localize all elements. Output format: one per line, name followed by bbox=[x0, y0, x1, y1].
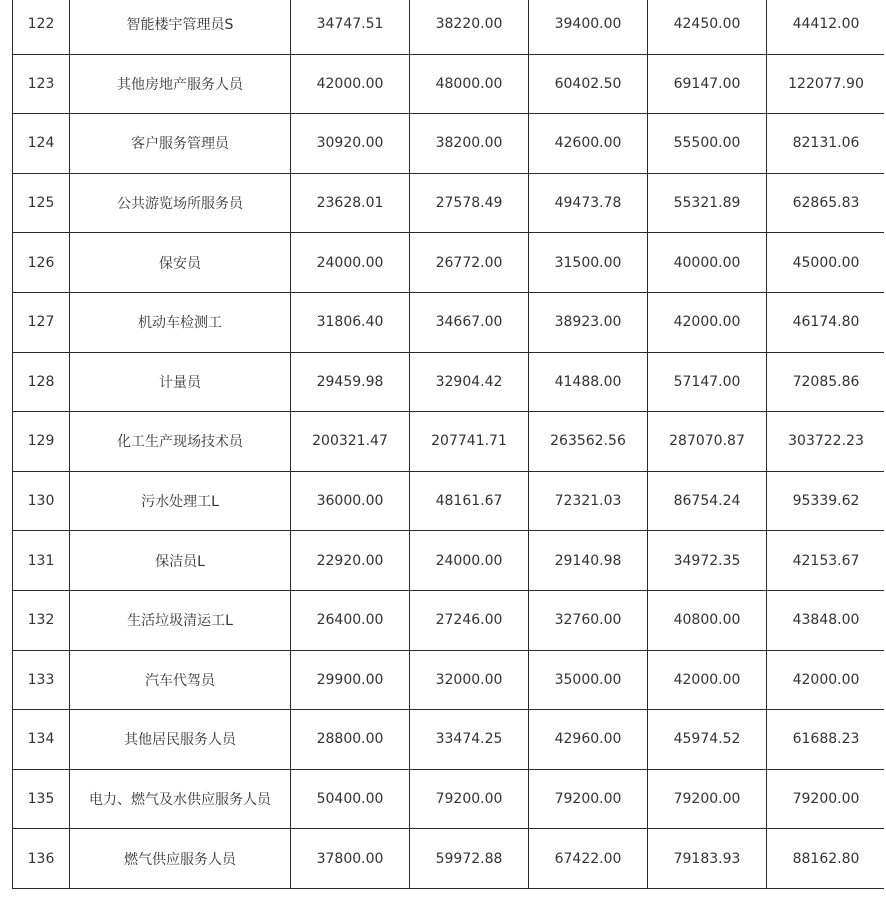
value-cell-2: 79200.00 bbox=[410, 769, 529, 829]
table-row bbox=[13, 531, 885, 591]
value-cell-5: 46174.80 bbox=[767, 292, 885, 352]
value-cell-2: 34667.00 bbox=[410, 292, 529, 352]
value-cell-3: 72321.03 bbox=[529, 471, 648, 531]
row-number-cell: 135 bbox=[13, 769, 70, 829]
value-cell-4: 34972.35 bbox=[648, 531, 767, 591]
value-cell-2: 24000.00 bbox=[410, 531, 529, 591]
occupation-name-cell: 公共游览场所服务员 bbox=[70, 173, 291, 233]
value-cell-4: 57147.00 bbox=[648, 352, 767, 412]
occupation-name-cell: 化工生产现场技术员 bbox=[70, 412, 291, 472]
value-cell-5: 43848.00 bbox=[767, 590, 885, 650]
table-row bbox=[13, 233, 885, 293]
value-cell-4: 79183.93 bbox=[648, 829, 767, 889]
value-cell-5: 44412.00 bbox=[767, 0, 885, 54]
value-cell-4: 287070.87 bbox=[648, 412, 767, 472]
value-cell-4: 40000.00 bbox=[648, 233, 767, 293]
value-cell-1: 34747.51 bbox=[291, 0, 410, 54]
value-cell-1: 50400.00 bbox=[291, 769, 410, 829]
value-cell-5: 303722.23 bbox=[767, 412, 885, 472]
table-row bbox=[13, 650, 885, 710]
value-cell-4: 42000.00 bbox=[648, 650, 767, 710]
value-cell-3: 35000.00 bbox=[529, 650, 648, 710]
value-cell-1: 24000.00 bbox=[291, 233, 410, 293]
value-cell-2: 48161.67 bbox=[410, 471, 529, 531]
value-cell-5: 42000.00 bbox=[767, 650, 885, 710]
occupation-name-cell: 汽车代驾员 bbox=[70, 650, 291, 710]
table-row bbox=[13, 352, 885, 412]
value-cell-5: 45000.00 bbox=[767, 233, 885, 293]
value-cell-2: 38220.00 bbox=[410, 0, 529, 54]
value-cell-5: 62865.83 bbox=[767, 173, 885, 233]
table-row bbox=[13, 829, 885, 889]
value-cell-5: 95339.62 bbox=[767, 471, 885, 531]
occupation-name-cell: 计量员 bbox=[70, 352, 291, 412]
occupation-name-cell: 燃气供应服务人员 bbox=[70, 829, 291, 889]
value-cell-1: 23628.01 bbox=[291, 173, 410, 233]
row-number-cell: 128 bbox=[13, 352, 70, 412]
value-cell-1: 22920.00 bbox=[291, 531, 410, 591]
table-row bbox=[13, 590, 885, 650]
value-cell-1: 30920.00 bbox=[291, 114, 410, 174]
row-number-cell: 125 bbox=[13, 173, 70, 233]
value-cell-2: 33474.25 bbox=[410, 710, 529, 770]
table-row bbox=[13, 769, 885, 829]
value-cell-3: 60402.50 bbox=[529, 54, 648, 114]
value-cell-3: 42960.00 bbox=[529, 710, 648, 770]
value-cell-2: 27246.00 bbox=[410, 590, 529, 650]
occupation-name-cell: 污水处理工L bbox=[70, 471, 291, 531]
value-cell-5: 72085.86 bbox=[767, 352, 885, 412]
value-cell-1: 36000.00 bbox=[291, 471, 410, 531]
value-cell-3: 32760.00 bbox=[529, 590, 648, 650]
row-number-cell: 133 bbox=[13, 650, 70, 710]
value-cell-3: 79200.00 bbox=[529, 769, 648, 829]
table-row bbox=[13, 471, 885, 531]
value-cell-4: 55321.89 bbox=[648, 173, 767, 233]
table-body bbox=[13, 0, 885, 888]
value-cell-1: 29459.98 bbox=[291, 352, 410, 412]
value-cell-3: 42600.00 bbox=[529, 114, 648, 174]
value-cell-2: 32904.42 bbox=[410, 352, 529, 412]
occupation-name-cell: 其他居民服务人员 bbox=[70, 710, 291, 770]
value-cell-1: 29900.00 bbox=[291, 650, 410, 710]
value-cell-1: 200321.47 bbox=[291, 412, 410, 472]
value-cell-3: 29140.98 bbox=[529, 531, 648, 591]
value-cell-5: 88162.80 bbox=[767, 829, 885, 889]
value-cell-1: 42000.00 bbox=[291, 54, 410, 114]
table-row bbox=[13, 114, 885, 174]
row-number-cell: 123 bbox=[13, 54, 70, 114]
value-cell-4: 86754.24 bbox=[648, 471, 767, 531]
table-row bbox=[13, 292, 885, 352]
row-number-cell: 122 bbox=[13, 0, 70, 54]
occupation-name-cell: 电力、燃气及水供应服务人员 bbox=[70, 769, 291, 829]
row-number-cell: 132 bbox=[13, 590, 70, 650]
row-number-cell: 124 bbox=[13, 114, 70, 174]
value-cell-2: 48000.00 bbox=[410, 54, 529, 114]
occupation-name-cell: 保洁员L bbox=[70, 531, 291, 591]
value-cell-1: 28800.00 bbox=[291, 710, 410, 770]
value-cell-5: 42153.67 bbox=[767, 531, 885, 591]
value-cell-2: 38200.00 bbox=[410, 114, 529, 174]
value-cell-5: 61688.23 bbox=[767, 710, 885, 770]
table-row bbox=[13, 173, 885, 233]
value-cell-2: 27578.49 bbox=[410, 173, 529, 233]
value-cell-2: 32000.00 bbox=[410, 650, 529, 710]
occupation-name-cell: 其他房地产服务人员 bbox=[70, 54, 291, 114]
table-row bbox=[13, 710, 885, 770]
value-cell-3: 41488.00 bbox=[529, 352, 648, 412]
occupation-name-cell: 智能楼宇管理员S bbox=[70, 0, 291, 54]
value-cell-3: 263562.56 bbox=[529, 412, 648, 472]
occupation-name-cell: 保安员 bbox=[70, 233, 291, 293]
occupation-name-cell: 客户服务管理员 bbox=[70, 114, 291, 174]
value-cell-5: 79200.00 bbox=[767, 769, 885, 829]
table-row bbox=[13, 54, 885, 114]
row-number-cell: 136 bbox=[13, 829, 70, 889]
occupation-name-cell: 机动车检测工 bbox=[70, 292, 291, 352]
row-number-cell: 131 bbox=[13, 531, 70, 591]
value-cell-3: 38923.00 bbox=[529, 292, 648, 352]
value-cell-1: 26400.00 bbox=[291, 590, 410, 650]
value-cell-2: 59972.88 bbox=[410, 829, 529, 889]
value-cell-4: 40800.00 bbox=[648, 590, 767, 650]
row-number-cell: 129 bbox=[13, 412, 70, 472]
value-cell-3: 31500.00 bbox=[529, 233, 648, 293]
value-cell-5: 82131.06 bbox=[767, 114, 885, 174]
salary-table bbox=[12, 0, 884, 889]
value-cell-2: 207741.71 bbox=[410, 412, 529, 472]
occupation-name-cell: 生活垃圾清运工L bbox=[70, 590, 291, 650]
table-row bbox=[13, 412, 885, 472]
value-cell-2: 26772.00 bbox=[410, 233, 529, 293]
value-cell-4: 69147.00 bbox=[648, 54, 767, 114]
row-number-cell: 134 bbox=[13, 710, 70, 770]
row-number-cell: 130 bbox=[13, 471, 70, 531]
value-cell-3: 67422.00 bbox=[529, 829, 648, 889]
value-cell-4: 42000.00 bbox=[648, 292, 767, 352]
value-cell-1: 37800.00 bbox=[291, 829, 410, 889]
row-number-cell: 126 bbox=[13, 233, 70, 293]
row-number-cell: 127 bbox=[13, 292, 70, 352]
value-cell-3: 49473.78 bbox=[529, 173, 648, 233]
value-cell-4: 79200.00 bbox=[648, 769, 767, 829]
value-cell-3: 39400.00 bbox=[529, 0, 648, 54]
value-cell-5: 122077.90 bbox=[767, 54, 885, 114]
value-cell-1: 31806.40 bbox=[291, 292, 410, 352]
salary-table-container bbox=[12, 0, 884, 898]
value-cell-4: 45974.52 bbox=[648, 710, 767, 770]
table-row bbox=[13, 0, 885, 54]
value-cell-4: 42450.00 bbox=[648, 0, 767, 54]
value-cell-4: 55500.00 bbox=[648, 114, 767, 174]
